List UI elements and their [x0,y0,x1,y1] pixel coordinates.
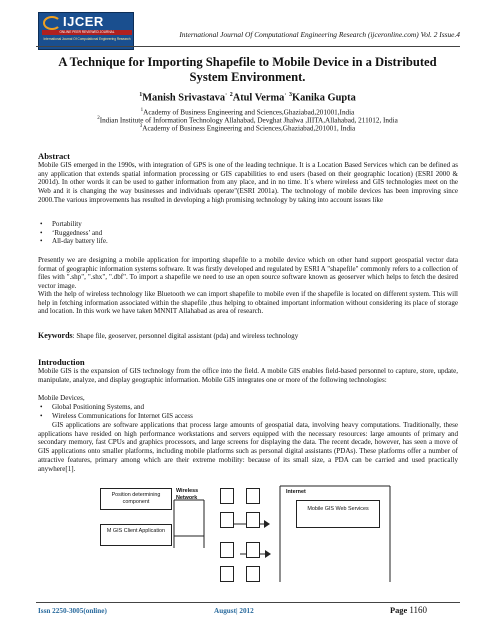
list-item: • Global Positioning Systems, and [38,403,458,412]
affil-text: Indian Institute of Information Technology Allahabad, Devghat Jhalwa ,IIITA,Allahabad, 211012, India [99,116,398,125]
arrow-head [265,550,271,558]
keywords-text: : Shape file, geoserver, personnel digital assistant (pda) and wireless technology [72,332,299,340]
author-sep: · [284,92,287,98]
architecture-diagram [100,484,395,584]
abstract-bullet-list [38,220,458,246]
running-header: International Journal Of Computational Engineering Research (ijceronline.com) Vol. 2 Issue.4 [179,30,460,39]
author-list [40,92,455,103]
author-name: Manish Srivastava [142,92,226,104]
position-component-box: Position determining component [100,488,172,510]
affil-text: Academy of Business Engineering and Sciences,Ghaziabad,201001, India [142,124,356,133]
network-cell [246,542,260,558]
author-sup: 2 [229,92,233,98]
header-divider [36,46,460,47]
network-cell [220,566,234,582]
affiliation-3 [40,122,455,133]
introduction-heading: Introduction [38,357,85,367]
logo-title: IJCER [63,14,104,29]
author-name: Kanika Gupta [291,92,356,104]
footer-divider [36,602,460,603]
introduction-paragraph-1: Mobile GIS is the expansion of GIS technology from the office into the field. A mobile GIS enables field-based personnel to capture, store, update, manipulate, analyze, and display geographic information. Mobile GIS integrates one or more of the following technologies: [38,367,458,384]
title-line-2: System Environment. [189,70,306,84]
title-line-1: A Technique for Importing Shapefile to Mobile Device in a Distributed [58,55,437,69]
keywords [38,332,458,341]
network-cell [246,488,260,504]
network-cell [246,512,260,528]
internet-label: Internet [286,489,306,495]
keywords-label: Keywords [38,331,73,340]
page-label: Page [390,606,408,615]
abstract-heading: Abstract [38,151,70,161]
list-item: • Portability [38,220,458,229]
client-application-box: M GIS Client Application [100,524,172,546]
abstract-paragraph-3: With the help of wireless technology like Bluetooth we can import shapefile to mobile even if the shapefile is located on different system. This will help in fetching information associated within the shapefile ,thus helping to obtained important information without considering its place of storage and location. In this work we have taken MNNIT Allahabad as area of research. [38,290,458,316]
journal-logo [38,12,134,50]
logo-subtitle: ONLINE PEER REVIEWED JOURNAL [42,30,132,35]
abstract-paragraph-2: Presently we are designing a mobile application for importing shapefile to a mobile device which on other hand support geospatial vector data format of geographic information systems software. It was firstly developed and regulated by ESRI A "shapefile" commonly refers to a collection of files with ".shp", ".shx", ".dbf". To import a shapefile we need to use an open source software known as geoserver which helps to fetch the desired vector image. [38,256,458,291]
page-num: 1160 [409,605,427,615]
footer-date: August| 2012 [214,607,254,615]
network-cell [220,512,234,528]
abstract-paragraph-1: Mobile GIS emerged in the 1990s, with integration of GPS is one of the leading technique. It is a Location Based Services which can be defined as any application that extends spatial information processing or GIS capabilities to end users (based on their geographic location) (ESRI 2000 & 2001d). In other words it can be used to gather information from any place, and in no time. It`s where wireless and GIS technologies meet on the Web and it is changing the way businesses and individuals operate"(ESRI 2001a). The technology of mobile devices has been improving since 2000.The various improvements has resulted in developing a high promising technology by taking into account issues like [38,161,458,204]
logo-swoosh-icon [43,16,61,30]
author-name: Atul Verma [232,92,285,104]
paper-title [40,55,455,85]
author-sep: · [225,92,228,98]
arrow-head [264,520,270,528]
affil-sup: 1 [140,108,144,113]
page-number [390,605,427,615]
logo-journal-name: International Journal Of Computational Engineering Research [43,37,131,41]
footer-issn: Issn 2250-3005(online) [38,607,107,615]
affil-text: Academy of Business Engineering and Sciences,Ghaziabad,201001,India [143,108,355,117]
network-cell [220,542,234,558]
list-item: • Wireless Communications for Internet GIS access [38,412,458,421]
introduction-bullet-list [38,403,458,420]
list-item: • All-day battery life. [38,237,458,246]
author-sup: 1 [139,92,143,98]
wireless-network-label: Wireless Network [176,488,199,501]
introduction-paragraph-2: GIS applications are software applications that process large amounts of geospatial data, involving heavy computations. Traditionally, these applications have resided on high performance workstations and servers equipped with the necessary resources: large amounts of primary and secondary memory, fast CPUs and graphics processors, and large screens for displaying the data. The recent decade, however, has seen a move of GIS applications onto smaller platforms, including mobile platforms such as personal digital assistants (PDAs). These platforms offer a number of attractive features, primary among which are their extreme mobility: because of its small size, a PDA can be carried and used practically anywhere[1]. [38,421,458,473]
affil-sup: 2 [97,116,100,121]
affil-sup: 3 [139,124,143,129]
introduction-line: Mobile Devices, [38,394,85,402]
network-cell [220,488,234,504]
author-sup: 3 [288,92,292,98]
web-services-box: Mobile GIS Web Services [296,500,380,528]
network-cell [246,566,260,582]
list-item: • ‘Ruggedness’ and [38,229,458,238]
